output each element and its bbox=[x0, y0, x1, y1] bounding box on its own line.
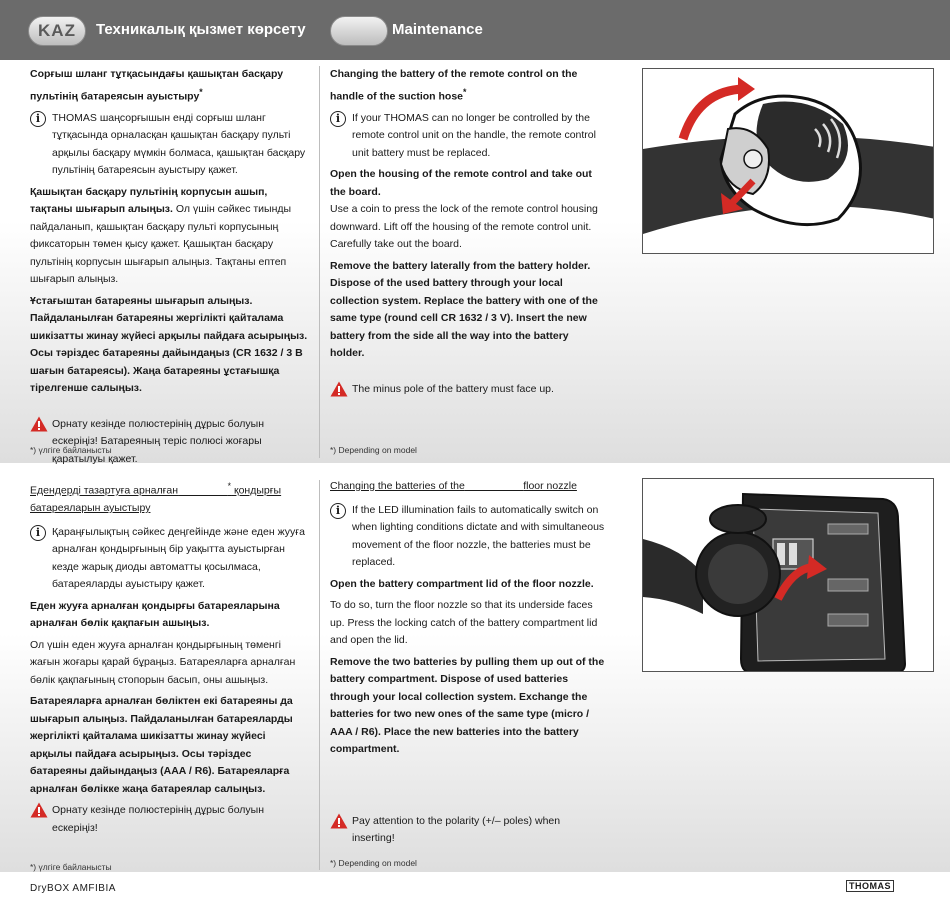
info-note: i If your THOMAS can no longer be controlled by the remote control unit on the handle, the remote control unit battery must be replaced. bbox=[330, 110, 605, 163]
info-circle-icon: i bbox=[330, 503, 346, 519]
product-name: DryBOX AMFIBIA bbox=[30, 883, 116, 894]
column-divider bbox=[319, 480, 320, 870]
section-2-kz-column bbox=[30, 478, 310, 841]
section-1-kz-column bbox=[30, 66, 310, 472]
warning-triangle-icon bbox=[30, 802, 48, 818]
step-1-text: To do so, turn the floor nozzle so that its underside faces up. Press the locking catch of the battery compartment lid and open the lid. bbox=[330, 599, 598, 646]
step-1: Open the housing of the remote control and take out the board. Use a coin to press the lock of the remote control housing downward. Lift off the housing of the remote control unit. Carefully take out the board. bbox=[330, 168, 598, 250]
column-divider bbox=[319, 66, 320, 458]
warning-note: Орнату кезінде полюстерінің дұрыс болуын ескеріңіз! bbox=[30, 802, 310, 837]
section-1-en-column bbox=[330, 66, 605, 407]
warning-note: Орнату кезінде полюстерінің дұрыс болуын ескеріңіз! Батареяның теріс полюсі жоғары қаратылуы қажет. bbox=[30, 416, 310, 469]
header-title-kz: Техникалық қызмет көрсету bbox=[96, 21, 306, 38]
warning-note: Pay attention to the polarity (+/– poles) when inserting! bbox=[330, 813, 605, 848]
language-badge: KAZ bbox=[28, 16, 86, 46]
floor-nozzle-illustration bbox=[642, 478, 934, 672]
info-circle-icon: i bbox=[30, 525, 46, 541]
info-note: i Қараңғылықтың сәйкес деңгейінде және еден жууға арналған қондырғының бір уақытта ауыстырған кезде жарық диоды автоматты қосылмаса, батареяларды ауыстыру қажет. bbox=[30, 524, 310, 594]
step-2: Ұстағыштан батареяны шығарып алыңыз. Пайдаланылған батареяны жергілікті қайталама шикізатты жинау жүйесі арқылы пайдаға асырыңыз. Осы тәріздес батареяны дайындаңыз (CR 1632 / 3 В шағын батареясы). Жаңа батареяны ұстағышқа тірелгенше салыңыз. bbox=[30, 294, 308, 394]
section-heading: Едендерді тазартуға арналған * қондырғы батареяларын ауыстыру bbox=[30, 481, 282, 514]
info-circle-icon: i bbox=[330, 111, 346, 127]
step-1: Қашықтан басқару пультінің корпусын ашып, тақтаны шығарып алыңыз. Ол үшін сәйкес тиынды пайдаланып, қашықтан басқару пульті корпусының фиксаторын төмен қысу қажет. Қашықтан басқару пультінің корпусын шығарып алыңыз. Тақтаны ептеп шығарып алыңыз. bbox=[30, 185, 292, 285]
language-badge-blank bbox=[330, 16, 388, 46]
info-note: i If the LED illumination fails to automatically switch on when lighting conditions dictate and with simultaneous movement of the floor nozzle, the batteries must be replaced. bbox=[330, 502, 605, 572]
brand-logo: THOMAS bbox=[846, 880, 894, 892]
warning-triangle-icon bbox=[330, 381, 348, 397]
section-2-en-column bbox=[330, 478, 605, 852]
header-title-en: Maintenance bbox=[392, 21, 483, 38]
info-circle-icon: i bbox=[30, 111, 46, 127]
step-2: Remove the two batteries by pulling them up out of the battery compartment. Dispose of used batteries through your local collection system. Exchange the batteries for two new ones of the same type (micro / AAA / R6). Place the new batteries into the battery compartment. bbox=[330, 655, 605, 755]
warning-triangle-icon bbox=[30, 416, 48, 432]
footnote: *) үлгіге байланысты bbox=[30, 445, 112, 455]
info-note: i THOMAS шаңсорғышын енді сорғыш шланг тұтқасында орналасқан қашықтан басқару пульті арқылы басқару мүмкін болмаса, қашықтан басқару пультінің батареясын ауыстыру қажет. bbox=[30, 110, 310, 180]
footnote: *) Depending on model bbox=[330, 445, 417, 455]
warning-note: The minus pole of the battery must face up. bbox=[330, 381, 605, 404]
warning-triangle-icon bbox=[330, 813, 348, 829]
step-2: Батареяларға арналған бөліктен екі батареяны да шығарып алыңыз. Пайдаланылған батареяларды жергілікті қайталама шикізатты жинау жүйесі арқылы пайдаға асырыңыз. Осы тәріздес батареяны дайындаңыз (AAA / R6). Батареяларға арналған бөлікке жаңа батареялар салыңыз. bbox=[30, 695, 293, 795]
section-heading: Changing the batteries of the floor nozzle bbox=[330, 480, 577, 492]
step-1-heading: Open the battery compartment lid of the floor nozzle. bbox=[330, 577, 594, 590]
footnote: *) Depending on model bbox=[330, 858, 417, 868]
section-heading: Changing the battery of the remote control on the handle of the suction hose* bbox=[330, 68, 578, 102]
step-1-heading: Еден жууға арналған қондырғы батареяларына арналған бөлік қақпағын ашыңыз. bbox=[30, 599, 280, 629]
step-2: Remove the battery laterally from the battery holder. Dispose of the used battery through your local collection system. Replace the battery with one of the same type (round cell CR 1632 / 3 V). Insert the new battery from the side all the way into the battery holder. bbox=[330, 259, 598, 359]
section-heading: Сорғыш шланг тұтқасындағы қашықтан басқару пультінің батареясын ауыстыру* bbox=[30, 68, 284, 102]
step-1-text: Ол үшін еден жууға арналған қондырғының төменгі жағын жоғары қарай бұраңыз. Батареяларға арналған бөлік қақпағының стопорын басып, оны ашыңыз. bbox=[30, 638, 296, 686]
footnote: *) үлгіге байланысты bbox=[30, 862, 112, 872]
remote-control-illustration bbox=[642, 68, 934, 254]
page-header bbox=[0, 0, 950, 60]
